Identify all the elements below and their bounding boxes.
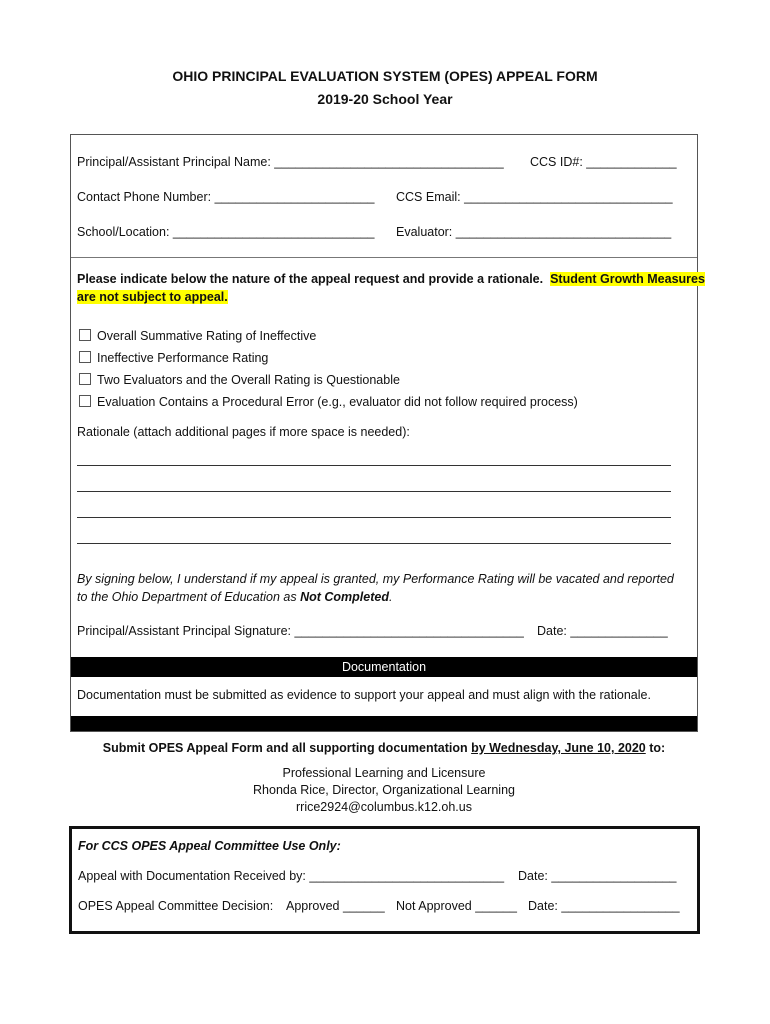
- signature-field[interactable]: Principal/Assistant Principal Signature: _________________________________: [77, 624, 524, 638]
- option-procedural-error[interactable]: [79, 395, 578, 409]
- decision-label: OPES Appeal Committee Decision:: [78, 899, 274, 913]
- not-approved-field[interactable]: Not Approved ______: [396, 899, 517, 913]
- rationale-line[interactable]: [77, 491, 671, 492]
- submit-email[interactable]: rrice2924@columbus.k12.oh.us: [296, 800, 472, 814]
- rationale-line[interactable]: [77, 517, 671, 518]
- section-bar: [71, 716, 697, 731]
- received-by-field[interactable]: Appeal with Documentation Received by: ____________________________: [78, 869, 505, 883]
- appeal-instruction-2: [77, 290, 228, 304]
- ccs-email-field[interactable]: CCS Email: ______________________________: [396, 190, 673, 204]
- checkbox-icon[interactable]: [79, 373, 91, 385]
- ccs-id-field[interactable]: CCS ID#: _____________: [530, 155, 677, 169]
- submit-to: to:: [649, 741, 666, 755]
- checkbox-icon[interactable]: [79, 329, 91, 341]
- form-body: [70, 134, 705, 732]
- option-label: Overall Summative Rating of Ineffective: [97, 329, 317, 343]
- option-two-evaluators[interactable]: [79, 373, 400, 387]
- option-label: Ineffective Performance Rating: [97, 351, 269, 365]
- submit-deadline: by Wednesday, June 10, 2020: [471, 741, 646, 755]
- school-location-field[interactable]: School/Location: _____________________________: [77, 225, 375, 239]
- form-title: OHIO PRINCIPAL EVALUATION SYSTEM (OPES) APPEAL FORM: [172, 68, 598, 84]
- submit-instruction: [70, 741, 698, 755]
- divider: [71, 257, 697, 258]
- evaluator-field[interactable]: Evaluator: _______________________________: [396, 225, 672, 239]
- highlight-not-subject: are not subject to appeal.: [77, 290, 228, 304]
- rationale-label: Rationale (attach additional pages if more space is needed):: [77, 425, 410, 439]
- committee-box: [69, 826, 700, 934]
- submit-contact: Rhonda Rice, Director, Organizational Learning: [253, 783, 515, 797]
- appeal-instruction: [77, 272, 705, 286]
- form-subtitle: 2019-20 School Year: [317, 91, 453, 107]
- documentation-text: Documentation must be submitted as evidence to support your appeal and must align with the rationale.: [77, 688, 651, 702]
- contact-phone-field[interactable]: Contact Phone Number: _______________________: [77, 190, 375, 204]
- option-ineffective-performance[interactable]: [79, 351, 268, 365]
- signing-end: .: [388, 590, 393, 604]
- highlight-growth-measures: Student Growth Measures: [550, 272, 705, 286]
- submit-office: Professional Learning and Licensure: [282, 766, 486, 780]
- instruction-text: Please indicate below the nature of the appeal request and provide a rationale.: [77, 272, 544, 286]
- submit-text: Submit OPES Appeal Form and all supporting documentation: [102, 741, 468, 755]
- signing-statement: By signing below, I understand if my appeal is granted, my Performance Rating will be vacated and reported: [77, 572, 674, 586]
- option-label: Evaluation Contains a Procedural Error (e.g., evaluator did not follow required process): [97, 395, 578, 409]
- rationale-line[interactable]: [77, 465, 671, 466]
- option-ineffective-summative[interactable]: [79, 329, 316, 343]
- principal-name-field[interactable]: Principal/Assistant Principal Name: _________________________________: [77, 155, 504, 169]
- signing-text: to the Ohio Department of Education as: [77, 590, 297, 604]
- signing-statement-2: [77, 590, 392, 604]
- rationale-line[interactable]: [77, 543, 671, 544]
- signature-date-field[interactable]: Date: ______________: [537, 624, 668, 638]
- not-completed-text: Not Completed: [300, 590, 389, 604]
- received-date-field[interactable]: Date: __________________: [518, 869, 677, 883]
- option-label: Two Evaluators and the Overall Rating is Questionable: [97, 373, 400, 387]
- checkbox-icon[interactable]: [79, 351, 91, 363]
- documentation-header: Documentation: [71, 657, 697, 677]
- committee-heading: For CCS OPES Appeal Committee Use Only:: [78, 839, 341, 853]
- approved-field[interactable]: Approved ______: [286, 899, 385, 913]
- checkbox-icon[interactable]: [79, 395, 91, 407]
- decision-date-field[interactable]: Date: _________________: [528, 899, 680, 913]
